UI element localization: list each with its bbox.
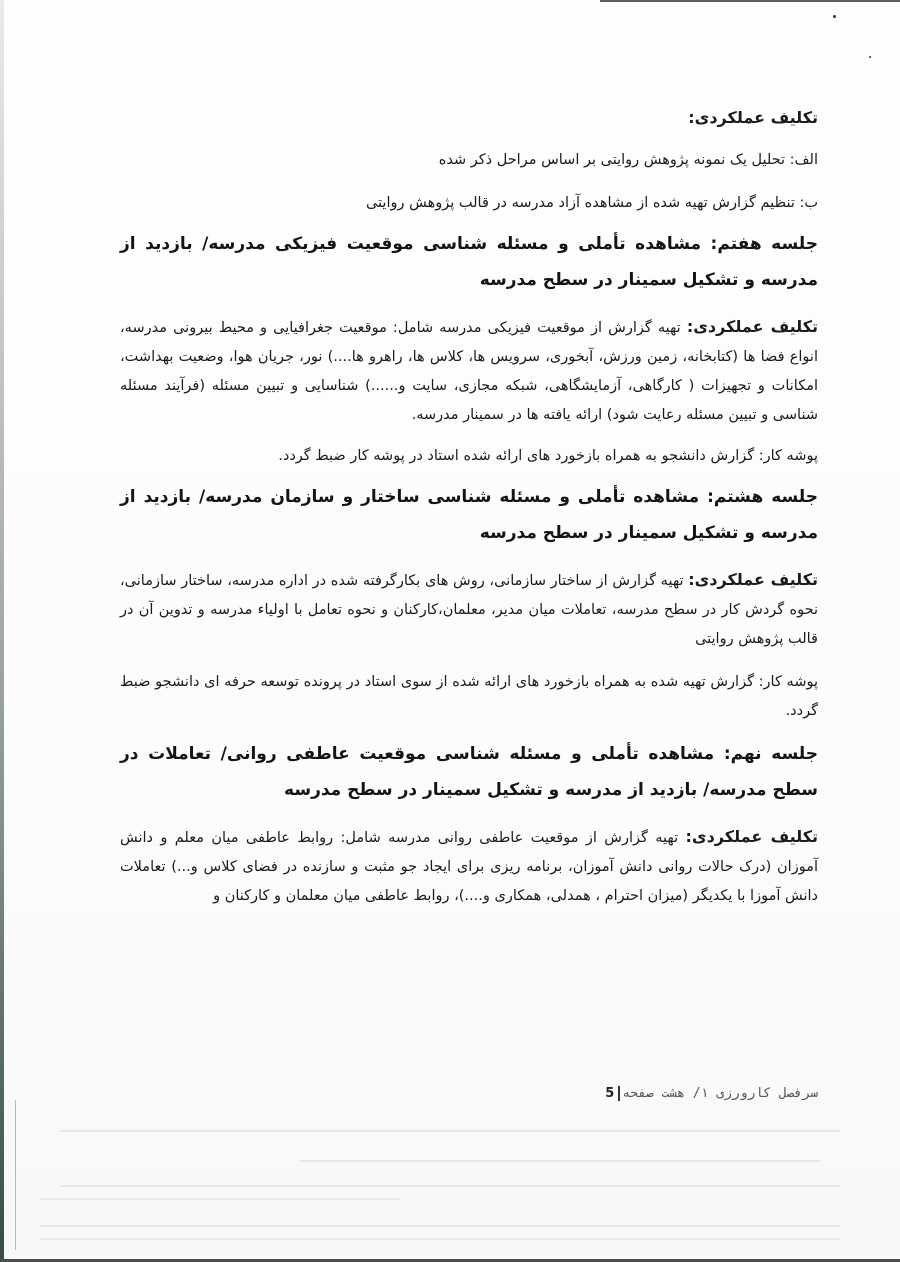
section-title: تکلیف عملکردی:	[688, 108, 818, 127]
bleed-through-line	[60, 1130, 840, 1132]
session-8-heading: جلسه هشتم: مشاهده تأملی و مسئله شناسی ساختار و سازمان مدرسه/ بازدید از مدرسه و تشکیل سمینار در سطح مدرسه	[120, 487, 818, 543]
task-label: تکلیف عملکردی:	[686, 317, 819, 336]
scan-edge-left	[0, 0, 4, 1262]
bleed-through-line	[40, 1238, 840, 1240]
task-text: تهیه گزارش از موقعیت عاطفی روانی مدرسه شامل: روابط عاطفی میان معلم و دانش آموزان (درک حالات روانی دانش آموزان، برنامه ریزی برای ایجاد جو مثبت و سازنده در فضای کلاس و...) تعاملات دانش آموزا با یکدیگر (میزان احترام ، همدلی، همکاری و....)، روابط عاطفی میان معلمان و کارکنان و	[120, 830, 818, 904]
page-number: 5	[605, 1086, 620, 1101]
session-9-task	[120, 822, 818, 911]
scan-speck	[833, 15, 836, 18]
bleed-through-line	[40, 1198, 400, 1200]
session-8-task	[120, 565, 818, 654]
running-title: سرفصل کارورزی ۱/ هشت صفحه	[622, 1086, 818, 1101]
bleed-through-line	[300, 1160, 820, 1162]
scan-margin-line	[15, 1100, 16, 1250]
scan-speck	[869, 56, 871, 58]
task-label: تکلیف عملکردی:	[688, 570, 819, 589]
session-7-portfolio: پوشه کار: گزارش دانشجو به همراه بازخورد های ارائه شده استاد در پوشه کار ضبط گردد.	[278, 448, 818, 464]
page-footer	[605, 1086, 818, 1101]
session-8-portfolio: پوشه کار: گزارش تهیه شده به همراه بازخورد های ارائه شده از سوی استاد در پرونده توسعه حرفه ای دانشجو ضبط گردد.	[120, 674, 818, 719]
document-body	[120, 104, 818, 911]
task-text: تهیه گزارش از ساختار سازمانی، روش های بکارگرفته شده در اداره مدرسه، ساختار سازمانی، نحوه گردش کار در سطح مدرسه، تعاملات میان مدیر، معلمان،کارکنان و نحوه تعامل با اولیاء مدرسه و تدوین آن در قالب پژوهش روایتی	[120, 573, 818, 647]
assignment-item-b: ب: تنظیم گزارش تهیه شده از مشاهده آزاد مدرسه در قالب پژوهش روایتی	[365, 195, 818, 211]
session-9-heading: جلسه نهم: مشاهده تأملی و مسئله شناسی موقعیت عاطفی روانی/ تعاملات در سطح مدرسه/ بازدید از مدرسه و تشکیل سمینار در سطح مدرسه	[120, 744, 818, 800]
bleed-through-line	[40, 1225, 840, 1227]
task-label: تکلیف عملکردی:	[685, 827, 819, 846]
scan-edge-top	[600, 0, 900, 2]
bleed-through-line	[60, 1185, 840, 1187]
session-7-heading: جلسه هفتم: مشاهده تأملی و مسئله شناسی موقعیت فیزیکی مدرسه/ بازدید از مدرسه و تشکیل سمینار در سطح مدرسه	[120, 234, 818, 290]
assignment-item-a: الف: تحلیل یک نمونه پژوهش روایتی بر اساس مراحل ذکر شده	[438, 152, 818, 168]
task-text: تهیه گزارش از موقعیت فیزیکی مدرسه شامل: موقعیت جغرافیایی و محیط بیرونی مدرسه، انواع فضا ها (کتابخانه، زمین ورزش، آبخوری، سرویس ها، کلاس ها، راهرو ها....) نور، جریان هوا، وضعیت بهداشت، امکانات و تجهیزات ( کارگاهی، آزمایشگاهی، شبکه مجازی، سایت و......) شناسایی و تبیین مسئله (فرآیند مسئله شناسی و تبیین مسئله رعایت شود) ارائه یافته ها در سمینار مدرسه.	[120, 320, 818, 423]
session-7-task	[120, 312, 818, 430]
